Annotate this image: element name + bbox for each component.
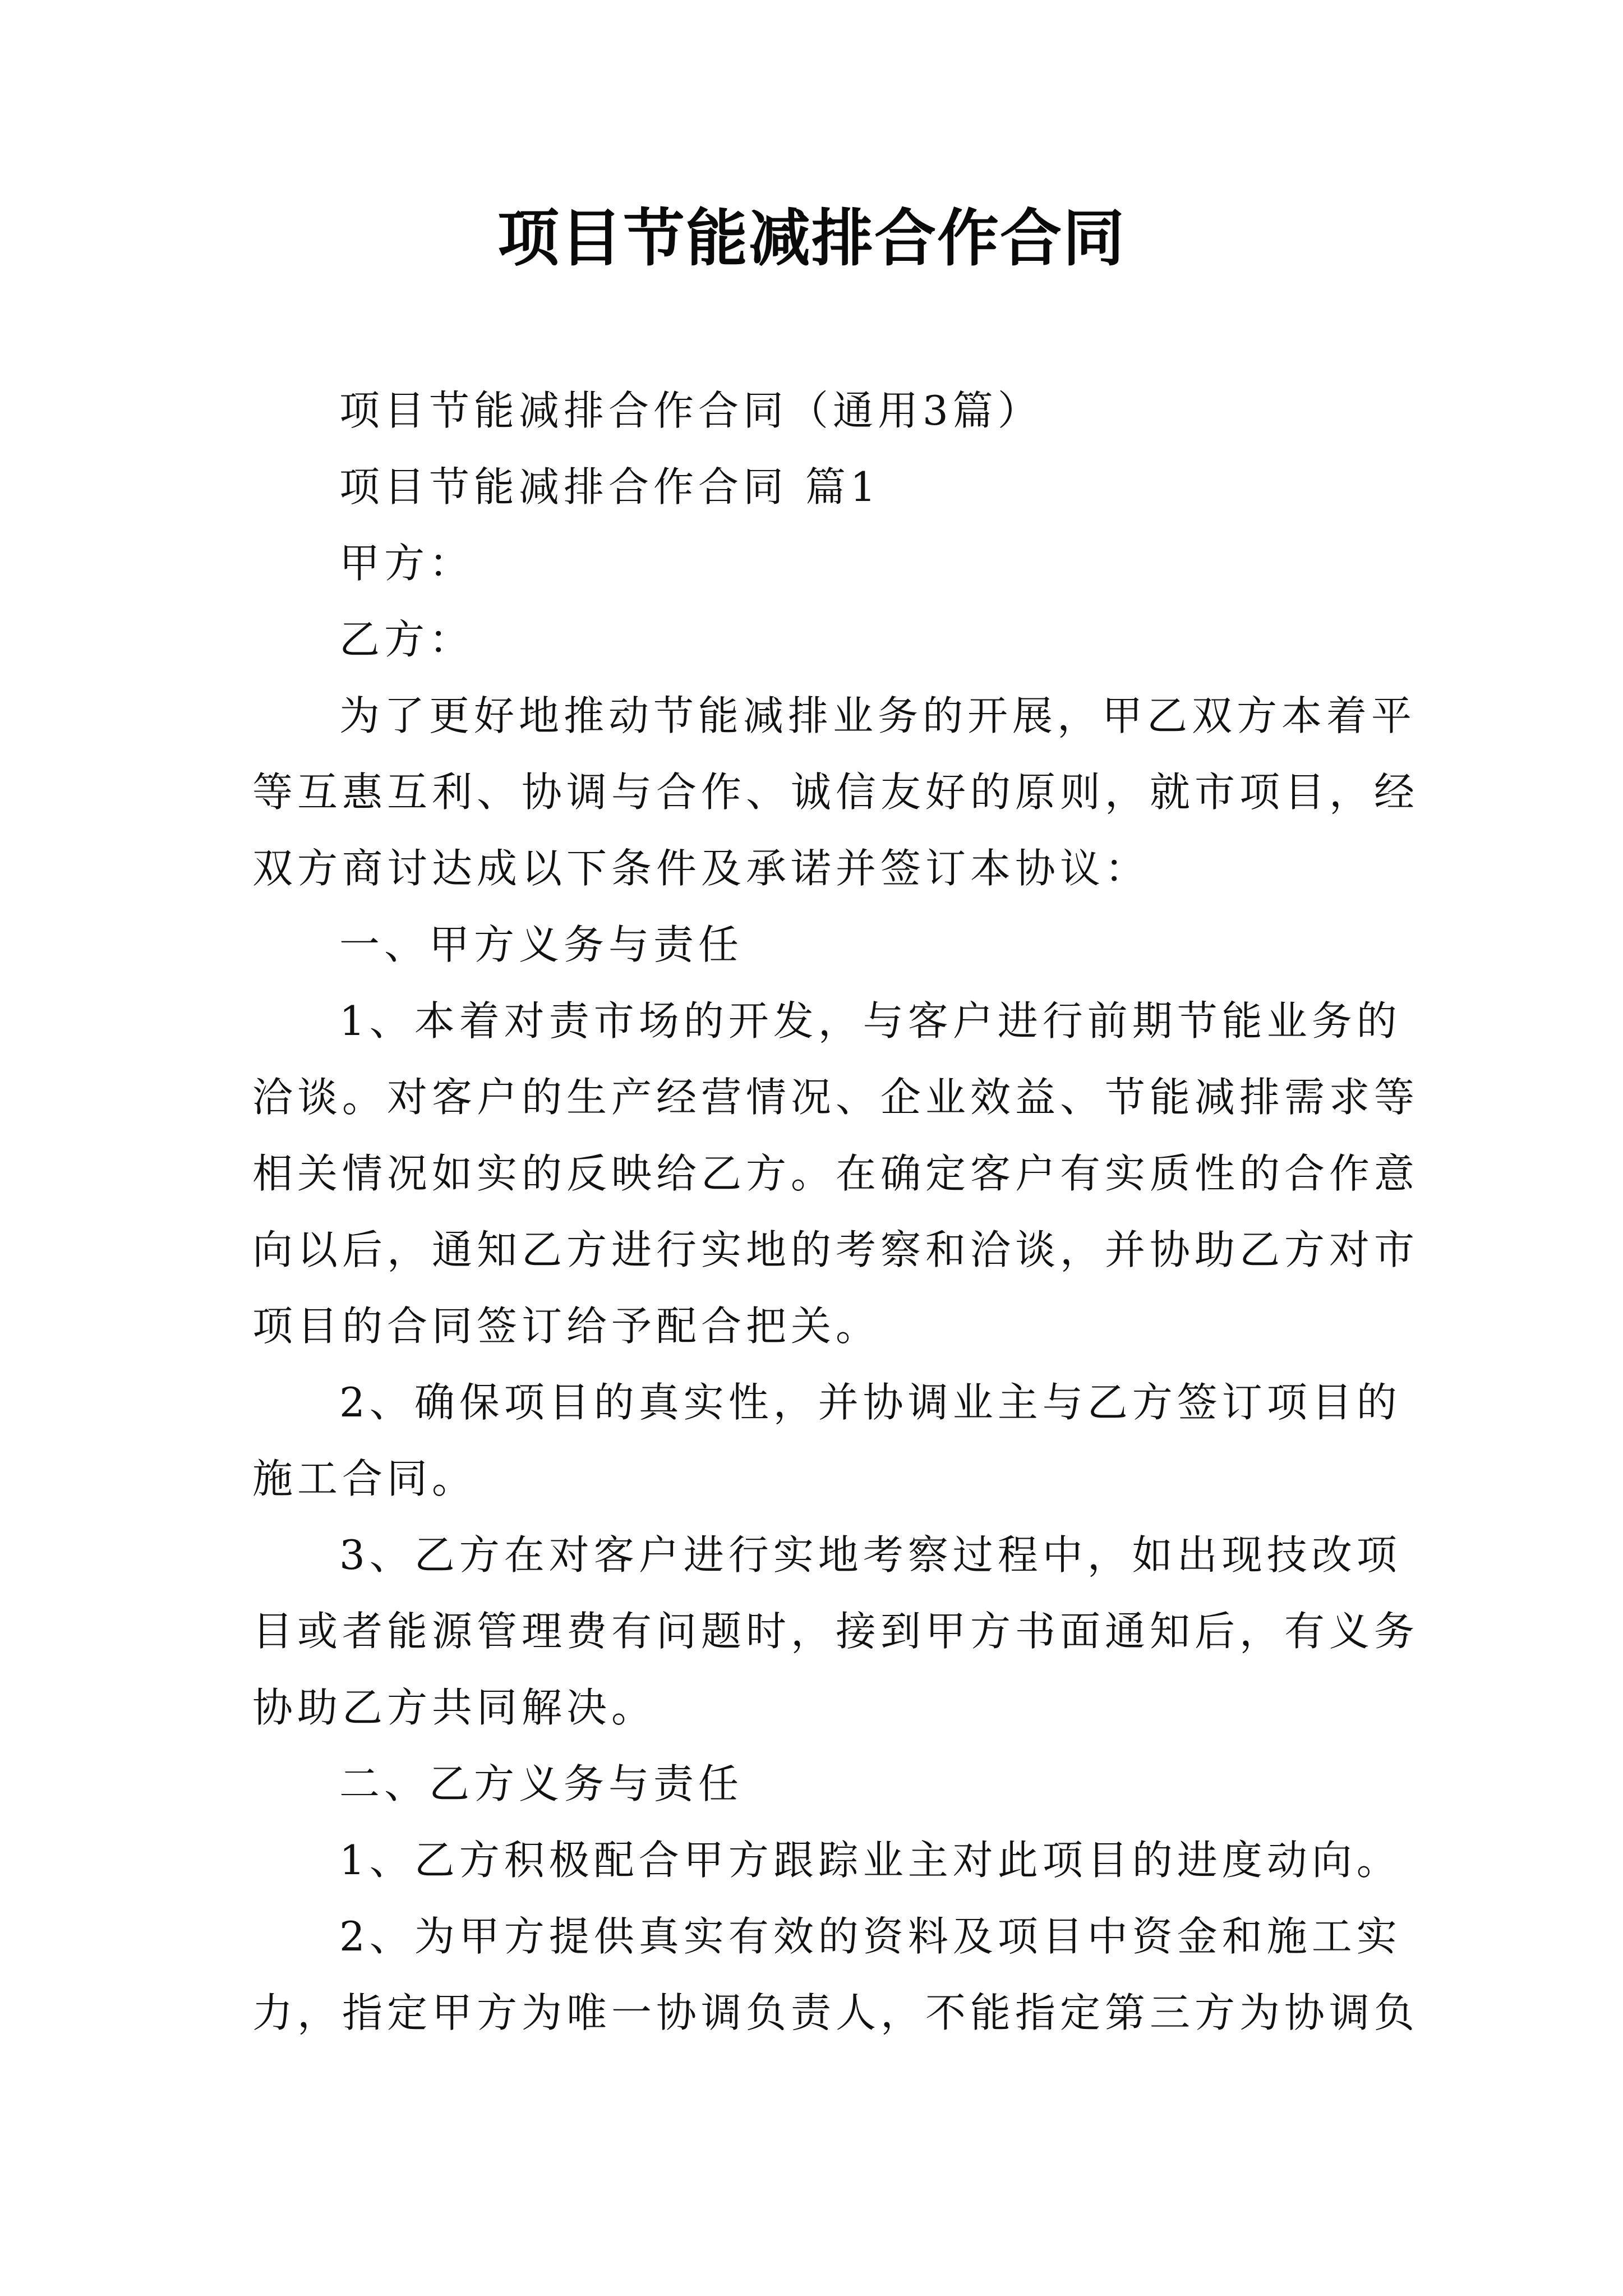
paragraph-line: 项目节能减排合作合同（通用3篇） <box>339 387 1043 434</box>
paragraph-line: 目或者能源管理费有问题时，接到甲方书面通知后，有义务 <box>252 1608 1419 1655</box>
paragraph-line: 项目的合同签订给予配合把关。 <box>252 1303 881 1350</box>
paragraph-line: 为了更好地推动节能减排业务的开展，甲乙双方本着平 <box>339 692 1417 739</box>
paragraph-line: 协助乙方共同解决。 <box>252 1684 657 1731</box>
paragraph-line: 相关情况如实的反映给乙方。在确定客户有实质性的合作意 <box>252 1150 1419 1197</box>
paragraph-line: 双方商讨达成以下条件及承诺并签订本协议： <box>252 845 1150 892</box>
paragraph-line: 等互惠互利、协调与合作、诚信友好的原则，就市项目，经 <box>252 769 1419 816</box>
paragraph-line: 2、为甲方提供真实有效的资料及项目中资金和施工实 <box>339 1913 1401 1960</box>
paragraph-line: 力，指定甲方为唯一协调负责人，不能指定第三方为协调负 <box>252 1989 1419 2036</box>
paragraph-line: 1、本着对责市场的开发，与客户进行前期节能业务的 <box>339 997 1401 1045</box>
paragraph-line: 洽谈。对客户的生产经营情况、企业效益、节能减排需求等 <box>252 1074 1419 1121</box>
paragraph-line: 2、确保项目的真实性，并协调业主与乙方签订项目的 <box>339 1379 1401 1426</box>
paragraph-line: 一、甲方义务与责任 <box>339 921 744 968</box>
paragraph-line: 二、乙方义务与责任 <box>339 1760 744 1807</box>
paragraph-line: 向以后，通知乙方进行实地的考察和洽谈，并协助乙方对市 <box>252 1226 1419 1273</box>
paragraph-line: 施工合同。 <box>252 1455 477 1502</box>
document-title: 项目节能减排合作合同 <box>497 203 1126 274</box>
document-body <box>252 372 1419 2051</box>
paragraph-line: 1、乙方积极配合甲方跟踪业主对此项目的进度动向。 <box>339 1837 1401 1884</box>
paragraph-line: 3、乙方在对客户进行实地考察过程中，如出现技改项 <box>339 1531 1401 1579</box>
paragraph-line: 项目节能减排合作合同 篇1 <box>339 463 880 510</box>
paragraph-line: 甲方： <box>339 540 474 587</box>
paragraph-line: 乙方： <box>339 616 474 663</box>
